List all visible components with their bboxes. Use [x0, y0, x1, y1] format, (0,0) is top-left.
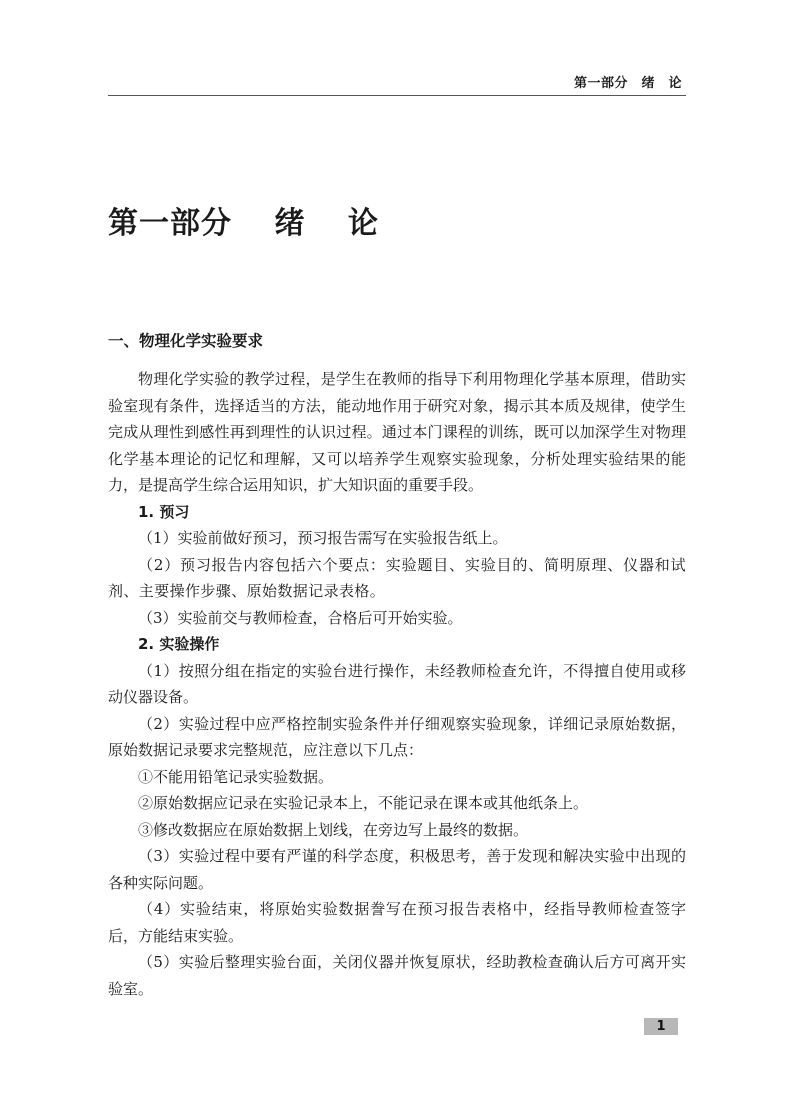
- operation-heading: 2. 实验操作: [138, 635, 220, 653]
- prep-item: （3）实验前交与教师检查，合格后可开始实验。: [138, 608, 463, 627]
- operation-item: ③修改数据应在原始数据上划线，在旁边写上最终的数据。: [138, 820, 529, 839]
- operation-item: （2）实验过程中应严格控制实验条件并仔细观察实验现象，详细记录原始数据，原始数据记录要求完整规范，应注意以下几点：: [108, 714, 686, 759]
- intro-paragraph: 物理化学实验的教学过程，是学生在教师的指导下利用物理化学基本原理，借助实验室现有条件，选择适当的方法，能动地作用于研究对象，揭示其本质及规律，使学生完成从理性到感性再到理性的认识过程。通过本门课程的训练，既可以加深学生对物理化学基本理论的记忆和理解，又可以培养学生观察实验现象，分析处理实验结果的能力，是提高学生综合运用知识，扩大知识面的重要手段。: [108, 370, 686, 494]
- operation-item: ②原始数据应记录在实验记录本上，不能记录在课本或其他纸条上。: [138, 794, 589, 812]
- running-header: 第一部分 绪 论: [573, 76, 682, 91]
- page-body: [108, 328, 686, 1002]
- operation-item: （5）实验后整理实验台面，关闭仪器并恢复原状，经助教检查确认后方可离开实验室。: [108, 953, 686, 998]
- operation-item: （4）实验结束，将原始实验数据誊写在预习报告表格中，经指导教师检查签字后，方能结束实验。: [108, 900, 686, 945]
- operation-item: （1）按照分组在指定的实验台进行操作，未经教师检查允许，不得擅自使用或移动仪器设备。: [108, 661, 686, 706]
- prep-item: （1）实验前做好预习，预习报告需写在实验报告纸上。: [138, 529, 508, 547]
- operation-item: （3）实验过程中要有严谨的科学态度，积极思考，善于发现和解决实验中出现的各种实际问题。: [108, 847, 686, 892]
- operation-item: ①不能用铅笔记录实验数据。: [138, 767, 334, 786]
- prep-item: （2）预习报告内容包括六个要点：实验题目、实验目的、简明原理、仪器和试剂、主要操作步骤、原始数据记录表格。: [108, 555, 686, 600]
- header-rule: [108, 95, 686, 96]
- page-number: 1: [644, 1018, 678, 1035]
- chapter-title: 第一部分 绪 论: [108, 206, 379, 241]
- prep-heading: 1. 预习: [138, 502, 190, 521]
- section-heading: 一、物理化学实验要求: [108, 332, 264, 350]
